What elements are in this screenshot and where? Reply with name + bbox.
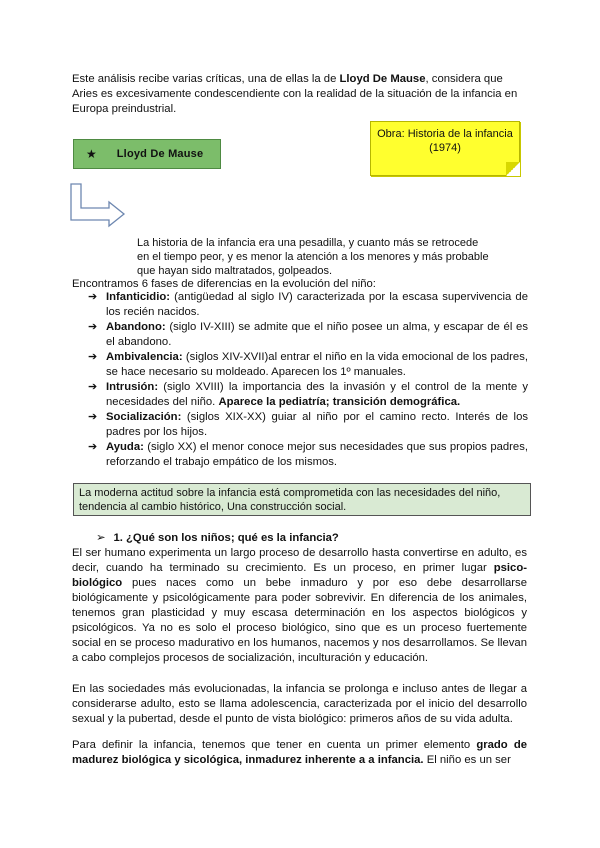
phase-term: Ayuda: <box>106 441 144 453</box>
phase-text: (siglo XX) el menor conoce mejor sus necesidades que sus propios padres, reforzando el trabajo empático de los mismos. <box>106 441 528 468</box>
arrow-bullet-icon: ➔ <box>88 291 98 303</box>
phase-text: (siglos XIX-XX) guiar al niño por el camino recto. Interés de los padres por los hijos. <box>106 411 528 438</box>
list-item <box>88 290 528 320</box>
quote-text: La historia de la infancia era una pesadilla, y cuanto más se retrocede en el tiempo peor, y es menor la atención a los menores y más probable que hayan sido maltratados, golpeados. <box>137 237 489 277</box>
para3-text: Para definir la infancia, tenemos que tener en cuenta un primer elemento <box>72 739 477 751</box>
author-box-label: Lloyd De Mause <box>116 148 204 160</box>
paragraph-1 <box>72 546 527 666</box>
sticky-note <box>370 121 520 176</box>
list-item <box>88 440 528 470</box>
arrow-bullet-icon: ➔ <box>88 441 98 453</box>
star-icon: ★ <box>86 147 97 161</box>
phases-list <box>88 290 528 470</box>
phase-text: (antigüedad al siglo IV) caracterizada por la escasa supervivencia de los recién nacidos. <box>106 291 528 318</box>
intro-text-end: , considera que Aries es excesivamente condescendiente con la realidad de la situación de la infancia en Europa preindustrial. <box>72 73 518 115</box>
para3-text-end: El niño es un ser <box>423 754 511 766</box>
note-fold <box>506 162 520 176</box>
note-title: Obra: Historia de la infancia <box>377 128 513 140</box>
intro-author: Lloyd De Mause <box>339 73 426 85</box>
phase-extra: Aparece la pediatría; transición demográfica. <box>218 396 461 408</box>
para3-bold: grado de madurez biológica y sicológica, inmadurez inherente a a infancia. <box>72 739 528 766</box>
list-item <box>88 350 528 380</box>
phase-term: Abandono: <box>106 321 166 333</box>
paragraph-3 <box>72 738 527 768</box>
phase-text: (siglos XIV-XVII)al entrar el niño en la vida emocional de los padres, se hace necesario su moldeado. Aparecen los 1º manuales. <box>106 351 528 378</box>
note-year: (1974) <box>429 142 461 154</box>
highlight-box: La moderna actitud sobre la infancia está comprometida con las necesidades del niño, tendencia al cambio histórico, Una construcción social. <box>73 483 531 516</box>
intro-paragraph <box>72 72 530 117</box>
list-item <box>88 410 528 440</box>
section-bullet-icon: ➢ <box>96 532 106 544</box>
arrow-bullet-icon: ➔ <box>88 321 98 333</box>
intro-text: Este análisis recibe varias críticas, una de ellas la de <box>72 73 340 85</box>
list-item <box>88 380 528 410</box>
phase-term: Infanticidio: <box>106 291 171 303</box>
phase-term: Socialización: <box>106 411 182 423</box>
phase-text: (siglo XVIII) la importancia des la invasión y el control de la mente y necesidades del niño. <box>106 381 528 408</box>
phase-term: Intrusión: <box>106 381 159 393</box>
paragraph-2: En las sociedades más evolucionadas, la infancia se prolonga e incluso antes de llegar a considerarse adulto, esto se llama adolescencia, caracterizada por el inicio del desarrollo sexual y la pubertad, desde el punto de vista biológico: primeros años de su vida adulta. <box>72 683 527 725</box>
bent-arrow-icon <box>68 183 128 231</box>
author-box <box>73 139 221 169</box>
phase-term: Ambivalencia: <box>106 351 183 363</box>
phase-text: (siglo IV-XIII) se admite que el niño posee un alma, y escapar de él es el abandono. <box>106 321 528 348</box>
para1-text: El ser humano experimenta un largo proceso de desarrollo hasta convertirse en adulto, es decir, cuando ha terminado su crecimiento. Es un proceso, en primer lugar <box>72 547 527 574</box>
para1-bold: psico-biológico <box>72 562 527 589</box>
para1-text-end: pues naces como un bebe inmaduro y por eso debe desarrollarse biológicamente y psicológicamente para poder sobrevivir. En diferencia de los animales, tenemos gran plasticidad y muy escasa determinación en los aspectos biológicos y psicológicos. Ya no es solo el proceso biológico, sino que es un proceso fuertemente social en se proceso madurativo en los humanos, nacemos y nos desarrollamos. Se llevan a cabo complejos procesos de socialización, inculturación y educación. <box>72 577 527 664</box>
phases-intro: Encontramos 6 fases de diferencias en la evolución del niño: <box>72 278 376 290</box>
section-title: 1. ¿Qué son los niños; qué es la infancia? <box>113 532 339 544</box>
section-heading <box>96 531 339 546</box>
arrow-bullet-icon: ➔ <box>88 351 98 363</box>
list-item <box>88 320 528 350</box>
arrow-bullet-icon: ➔ <box>88 381 98 393</box>
arrow-bullet-icon: ➔ <box>88 411 98 423</box>
